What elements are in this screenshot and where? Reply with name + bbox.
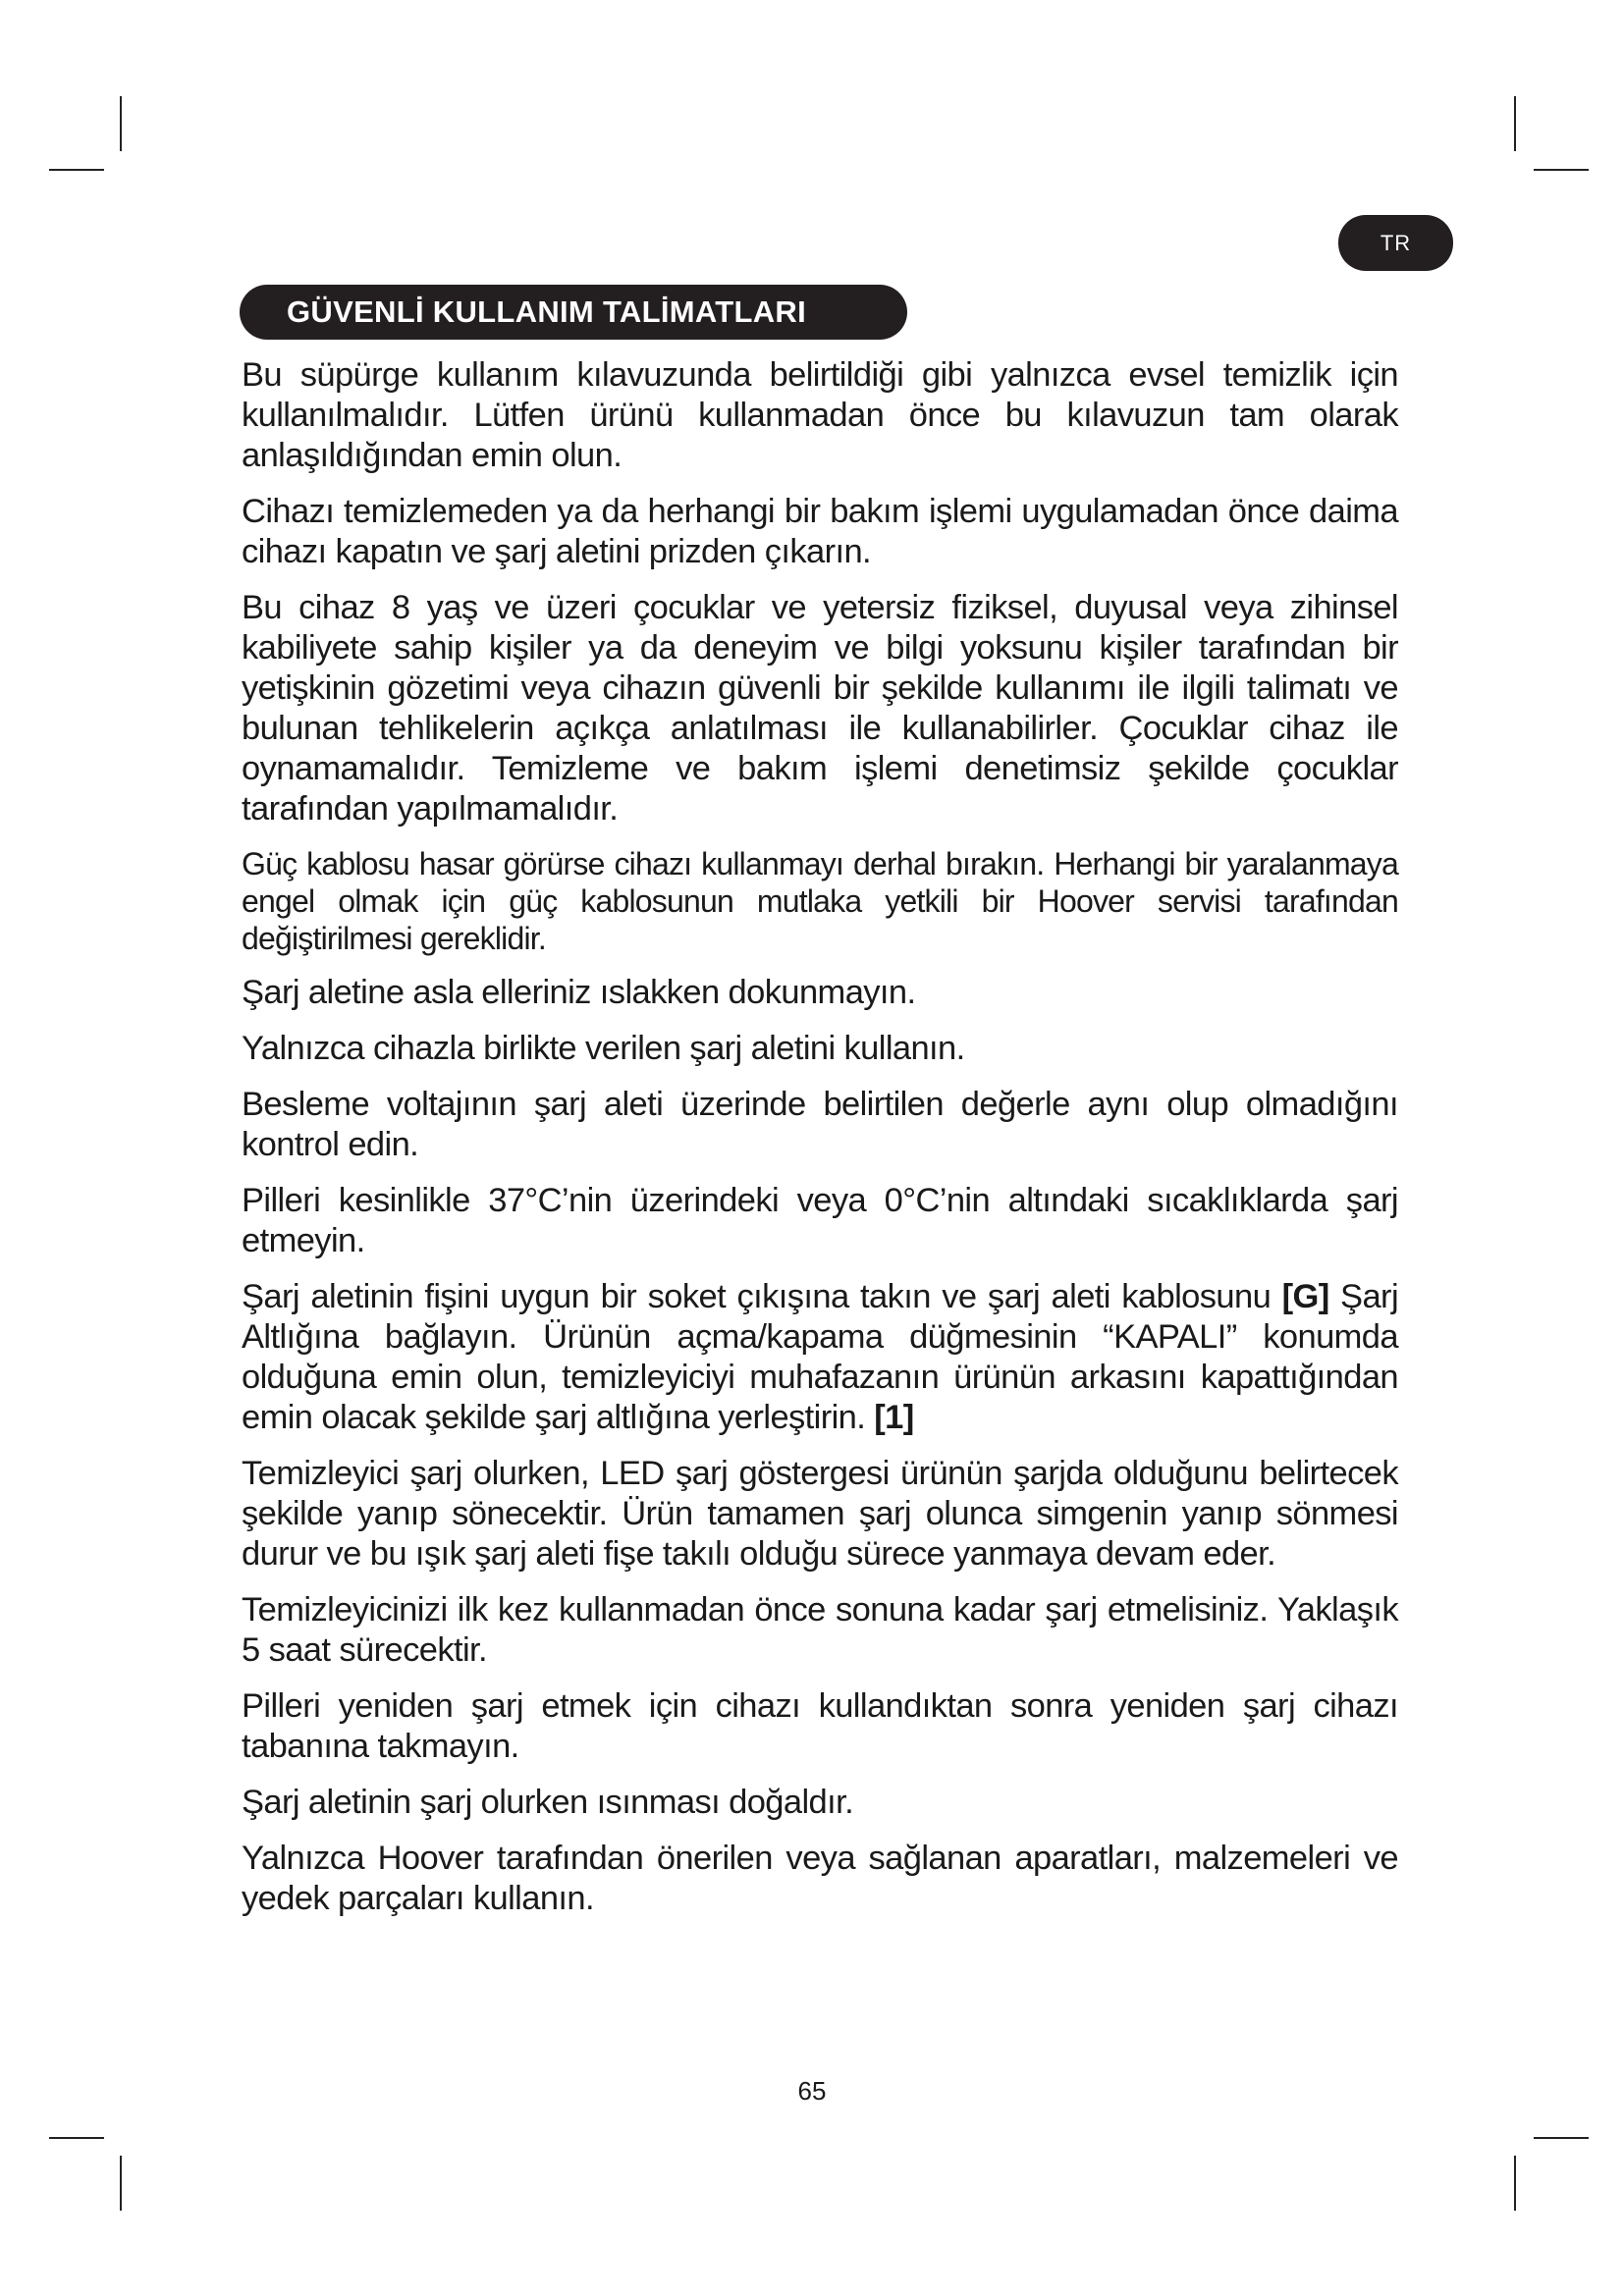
paragraph-household-use: Bu süpürge kullanım kılavuzunda belirtildiği gibi yalnızca evsel temizlik için kullanılmalıdır. Lütfen ürünü kullanmadan önce bu kılavuzun tam olarak anlaşıldığından emin olun. xyxy=(242,356,1398,474)
crop-mark-bottom-right-horizontal xyxy=(1534,2137,1589,2139)
crop-mark-top-left-vertical xyxy=(120,96,122,151)
paragraph-hoover-accessories: Yalnızca Hoover tarafından önerilen veya sağlanan aparatları, malzemeleri ve yedek parçaları kullanın. xyxy=(242,1840,1398,1917)
paragraph-charger-warm: Şarj aletinin şarj olurken ısınması doğaldır. xyxy=(242,1784,854,1821)
crop-mark-bottom-left-vertical xyxy=(120,2156,122,2211)
paragraph-unplug-before-cleaning: Cihazı temizlemeden ya da herhangi bir bakım işlemi uygulamadan önce daima cihazı kapatın ve şarj aletini prizden çıkarın. xyxy=(242,493,1398,570)
paragraph-supplied-charger: Yalnızca cihazla birlikte verilen şarj aletini kullanın. xyxy=(242,1030,965,1067)
paragraph-charging-setup xyxy=(242,1277,1398,1438)
charging-setup-text-1: Şarj aletinin fişini uygun bir soket çıkışına takın ve şarj aleti kablosunu xyxy=(242,1278,1282,1315)
crop-mark-top-right-horizontal xyxy=(1534,169,1589,171)
paragraph-supply-voltage: Besleme voltajının şarj aleti üzerinde belirtilen değerle aynı olup olmadığını kontrol edin. xyxy=(242,1086,1398,1163)
paragraph-led-indicator: Temizleyici şarj olurken, LED şarj göstergesi ürünün şarjda olduğunu belirtecek şekilde yanıp sönecektir. Ürün tamamen şarj olunca simgenin yanıp sönmesi durur ve bu ışık şarj aleti fişe takılı olduğu sürece yanmaya devam eder. xyxy=(242,1455,1398,1573)
paragraph-charging-temperature: Pilleri kesinlikle 37°C’nin üzerindeki veya 0°C’nin altındaki sıcaklıklarda şarj etmeyin. xyxy=(242,1182,1398,1259)
paragraph-power-cord-damage: Güç kablosu hasar görürse cihazı kullanmayı derhal bırakın. Herhangi bir yaralanmaya engel olmak için güç kablosunun mutlaka yetkili bir Hoover servisi tarafından değiştirilmesi gereklidir. xyxy=(242,846,1398,956)
page-number: 65 xyxy=(797,2076,827,2106)
crop-mark-top-right-vertical xyxy=(1514,96,1516,151)
reference-g: [G] xyxy=(1281,1278,1329,1315)
reference-figure-1: [1] xyxy=(874,1399,914,1436)
crop-mark-bottom-left-horizontal xyxy=(49,2137,104,2139)
charging-setup-text-2: Şarj Altlığına bağlayın. Ürünün açma/kapama düğmesinin “KAPALI” konumda olduğuna emin olun, temizleyiciyi muhafazanın ürünün arkasını kapattığından emin olacak şekilde şarj altlığına yerleştirin. xyxy=(242,1278,1399,1436)
section-title: GÜVENLİ KULLANIM TALİMATLARI xyxy=(240,285,907,340)
crop-mark-bottom-right-vertical xyxy=(1514,2156,1516,2211)
paragraph-children-supervision: Bu cihaz 8 yaş ve üzeri çocuklar ve yetersiz fiziksel, duyusal veya zihinsel kabiliyete sahip kişiler ya da deneyim ve bilgi yoksunu kişiler tarafından bir yetişkinin gözetimi veya cihazın güvenli bir şekilde kullanımı ile ilgili talimatı ve bulunan tehlikelerin açıkça anlatılması ile kullanabilirler. Çocuklar cihaz ile oynamamalıdır. Temizleme ve bakım işlemi denetimsiz şekilde çocuklar tarafından yapılmamalıdır. xyxy=(242,589,1398,828)
paragraph-wet-hands: Şarj aletine asla elleriniz ıslakken dokunmayın. xyxy=(242,974,916,1011)
paragraph-do-not-recharge-after-use: Pilleri yeniden şarj etmek için cihazı kullandıktan sonra yeniden şarj cihazı tabanına takmayın. xyxy=(242,1687,1398,1765)
paragraph-first-full-charge: Temizleyicinizi ilk kez kullanmadan önce sonuna kadar şarj etmelisiniz. Yaklaşık 5 saat sürecektir. xyxy=(242,1591,1398,1669)
language-badge: TR xyxy=(1338,215,1453,271)
crop-mark-top-left-horizontal xyxy=(49,169,104,171)
safety-instructions-body xyxy=(242,355,1398,1935)
